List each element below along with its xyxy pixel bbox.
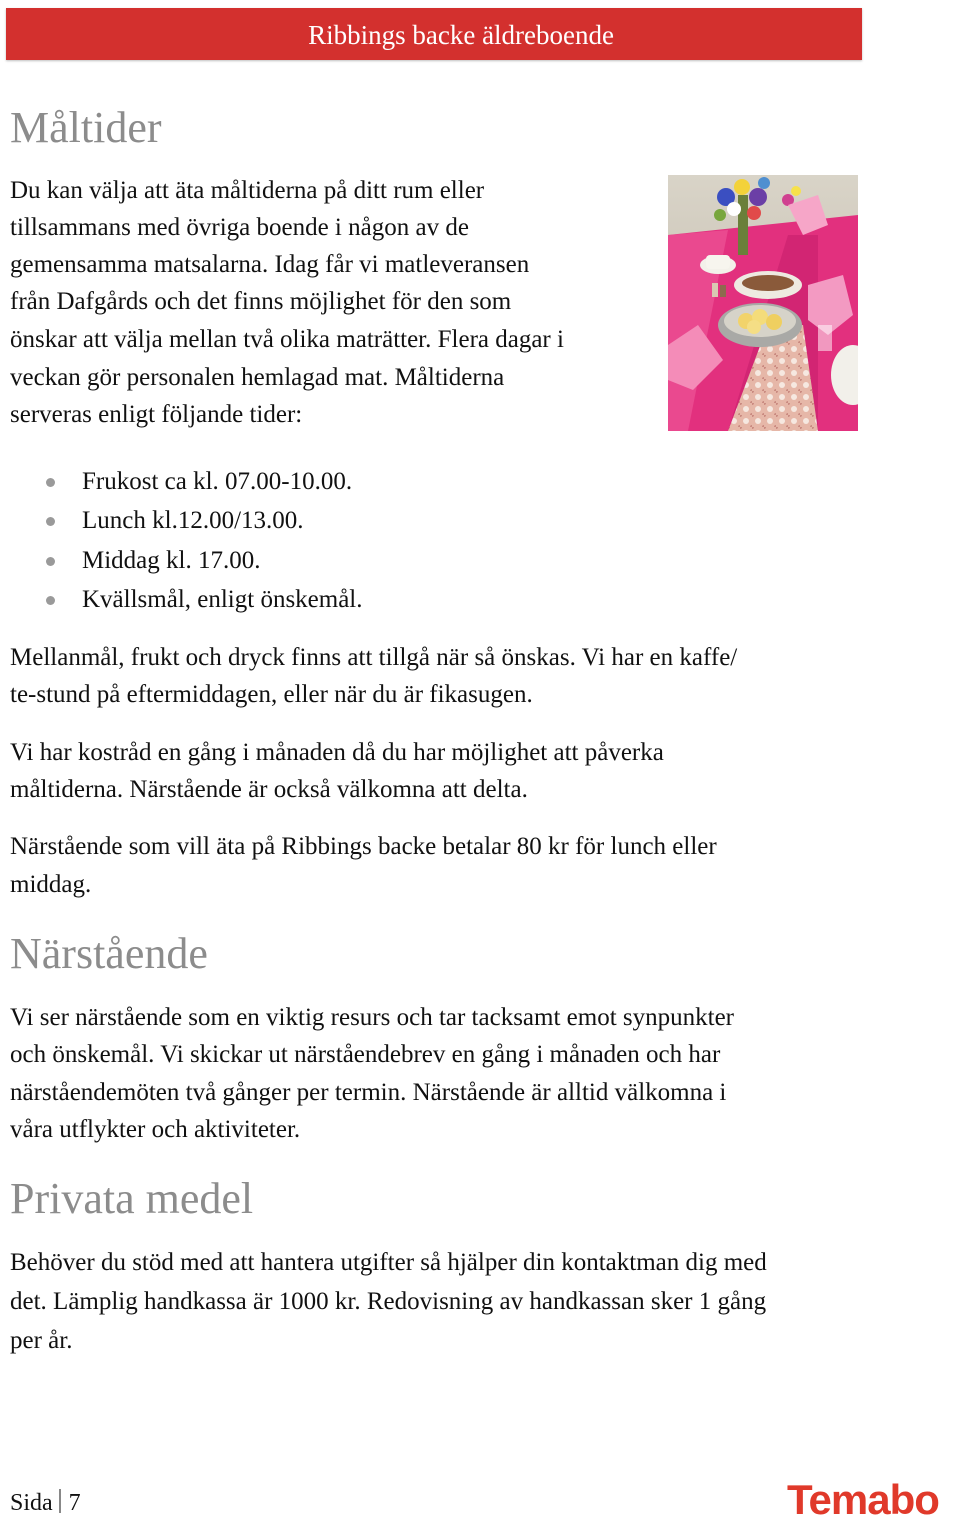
header-title: Ribbings backe äldreboende xyxy=(308,20,614,50)
text-line: te-stund på eftermiddagen, eller när du är fikasugen. xyxy=(10,681,533,708)
bullet-icon xyxy=(46,557,55,566)
list-item: Middag kl. 17.00. xyxy=(82,547,261,574)
list-item: Lunch kl.12.00/13.00. xyxy=(82,507,304,534)
page-separator xyxy=(59,1489,61,1513)
text-line: önskar att välja mellan två olika maträtter. Flera dagar i xyxy=(10,326,564,353)
heading-privata-medel: Privata medel xyxy=(10,1174,254,1223)
text-line: veckan gör personalen hemlagad mat. Måltiderna xyxy=(10,364,505,391)
page-number-value: 7 xyxy=(68,1490,81,1516)
text-line: serveras enligt följande tider: xyxy=(10,401,303,428)
bullet-icon xyxy=(46,517,55,526)
text-line: och önskemål. Vi skickar ut närståendebrev en gång i månaden och har xyxy=(10,1041,721,1068)
list-item: Kvällsmål, enligt önskemål. xyxy=(82,586,363,613)
text-line: Vi har kostråd en gång i månaden då du har möjlighet att påverka xyxy=(10,739,664,766)
heading-narstaende: Närstående xyxy=(10,929,208,978)
page-number xyxy=(10,1486,81,1520)
bullet-icon xyxy=(46,596,55,605)
text-line: middag. xyxy=(10,871,92,898)
text-line: tillsammans med övriga boende i någon av de xyxy=(10,214,469,241)
heading-maltider: Måltider xyxy=(10,103,162,152)
list-item: Frukost ca kl. 07.00-10.00. xyxy=(82,468,353,495)
dining-table-photo-svg xyxy=(668,175,858,431)
dining-table-photo xyxy=(668,175,858,431)
text-line: Närstående som vill äta på Ribbings backe betalar 80 kr för lunch eller xyxy=(10,833,717,860)
text-line: Mellanmål, frukt och dryck finns att tillgå när så önskas. Vi har en kaffe/ xyxy=(10,644,738,671)
header-bar xyxy=(6,8,862,60)
text-line: Behöver du stöd med att hantera utgifter så hjälper din kontaktman dig med xyxy=(10,1249,767,1276)
text-line: Du kan välja att äta måltiderna på ditt rum eller xyxy=(10,177,485,204)
text-line: gemensamma matsalarna. Idag får vi matleveransen xyxy=(10,251,530,278)
text-line: Vi ser närstående som en viktig resurs och tar tacksamt emot synpunkter xyxy=(10,1004,734,1031)
text-line: måltiderna. Närstående är också välkomna att delta. xyxy=(10,776,528,803)
bullet-icon xyxy=(46,478,55,487)
temabo-logo: Temabo xyxy=(787,1476,939,1523)
text-line: från Dafgårds och det finns möjlighet för den som xyxy=(10,288,512,315)
text-line: per år. xyxy=(10,1327,73,1354)
text-line: det. Lämplig handkassa är 1000 kr. Redovisning av handkassan sker 1 gång xyxy=(10,1288,767,1315)
text-line: närståendemöten två gånger per termin. Närstående är alltid välkomna i xyxy=(10,1079,727,1106)
page-label: Sida xyxy=(10,1490,53,1516)
text-line: våra utflykter och aktiviteter. xyxy=(10,1116,301,1143)
